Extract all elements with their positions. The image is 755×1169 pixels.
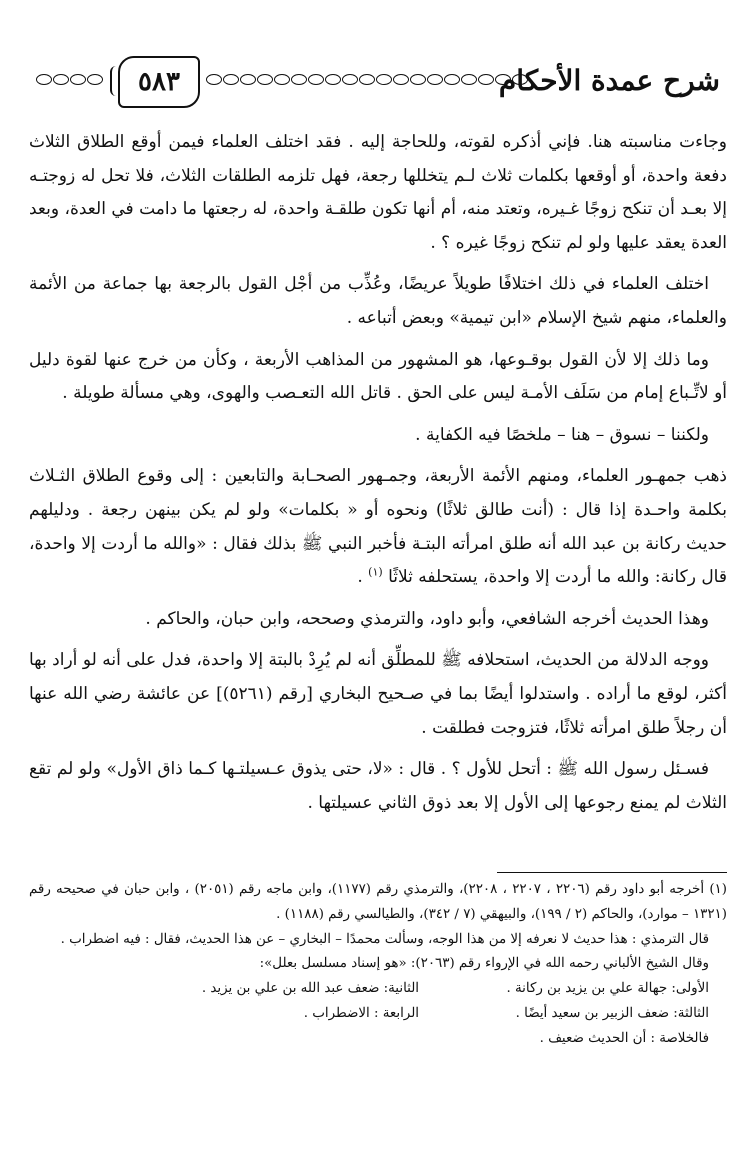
footnote-list-item: الثانية: ضعف عبد الله بن علي بن يزيد .	[201, 981, 419, 997]
page-header	[30, 52, 720, 114]
footnote-line: فالخلاصة : أن الحديث ضعيف .	[539, 1030, 709, 1046]
footnote: (١) أخرجه أبو داود رقم (٢٢٠٦ ، ٢٢٠٧ ، ٢٢٠٨)، والترمذي رقم (١١٧٧)، وابن ماجه رقم (٢٠٥١) ، وابن حبان في صحيحه رقم (١٣٢١ – موارد)، والحاكم (٢ / ١٩٩)، والبيهقي (٧ / ٣٤٢)، والطيالسي رقم (١١٨٨) .	[29, 882, 727, 922]
footnote-list-item: الرابعة : الاضطراب .	[303, 1005, 419, 1021]
page-number: ٥٨٣	[138, 67, 180, 97]
footnotes	[29, 878, 727, 1052]
paragraph-end: .	[357, 567, 369, 588]
ornament-chain-left	[36, 74, 103, 85]
main-text	[29, 126, 727, 828]
paragraph: ووجه الدلالة من الحديث، استحلافه ﷺ للمطلِّق أنه لم يُرِدْ بالبتة إلا واحدة، فدل على أنه لو أراد بها أكثر، لوقع ما أراده . واستدلوا أيضًا بما في صـحيح البخاري [رقم (٥٢٦١)] عن عائشة رضي الله عنها أن رجلاً طلق امرأته ثلاثًا، فتزوجت فطلقت .	[29, 650, 728, 738]
paragraph: اختلف العلماء في ذلك اختلافًا طويلاً عريضًا، وعُذِّب من أجْل القول بالرجعة بها جماعة من الأئمة والعلماء، منهم شيخ الإسلام «ابن تيمية» وبعض أتباعه .	[29, 274, 727, 328]
book-title: شرح عمدة الأحكام	[498, 64, 720, 97]
footnote-reference[interactable]: (١)	[368, 565, 383, 579]
footnote-list-item: الأولى: جهالة علي بن يزيد بن ركانة .	[506, 981, 709, 997]
footnote-line: وقال الشيخ الألباني رحمه الله في الإرواء رقم (٢٠٦٣): «هو إسناد مسلسل بعلل»:	[259, 956, 709, 972]
footnote-divider	[497, 872, 727, 873]
paragraph: ولكننا – نسوق – هنا – ملخصًا فيه الكفاية .	[415, 424, 709, 445]
footnote-list-item: الثالثة: ضعف الزبير بن سعيد أيضًا .	[515, 1005, 709, 1021]
paragraph: وهذا الحديث أخرجه الشافعي، وأبو داود، والترمذي وصححه، وابن حبان، والحاكم .	[145, 608, 709, 629]
footnote-list-row	[29, 1002, 727, 1027]
footnote-line: قال الترمذي : هذا حديث لا نعرفه إلا من هذا الوجه، وسألت محمدًا – البخاري – عن هذا الحديث، فقال : فيه اضطراب .	[60, 931, 709, 947]
paragraph: وجاءت مناسبته هنا. فإني أذكره لقوته، وللحاجة إليه . فقد اختلف العلماء فيمن أوقع الطلاق الثلاث دفعة واحدة، أو أوقعها بكلمات ثلاث لـم يتخللها رجعة، فهل تلزمه الطلقات الثلاث، فلا تحل له زوجتـه إلا بعـد أن تنكح زوجًا غـيره، وتعتد منه، أم أنها تكون طلقـة واحدة، له رجعتها ما دامت في العدة، وبعد العدة يعقد عليها ولو لم تنكح زوجًا غيره ؟ .	[29, 132, 727, 253]
paragraph: فسـئل رسول الله ﷺ : أتحل للأول ؟ . قال : «لا، حتى يذوق عـسيلتـها كـما ذاق الأول» ولو لم تقع الثلاث لم يمنع رجوعها إلى الأول إلا بعد ذوق الثاني عسيلتها .	[29, 759, 727, 813]
paragraph-text: ذهب جمهـور العلماء، ومنهم الأئمة الأربعة، وجمـهور الصحـابة والتابعين : إلى وقوع الطلاق الثـلاث بكلمة واحـدة إذا قال : (أنت طالق ثلاثًا) ونحوه أو « بكلمات» ولو لم يكن بينهن رجعة . ودليلهم حديث ركانة بن عبد الله أنه طلق امرأته البتـة فأخبر النبي ﷺ بذلك فقال : «والله ما أردت إلا واحدة، قال ركانة: والله ما أردت إلا واحدة، يستحلفه ثلاثًا	[29, 466, 727, 588]
paragraph: وما ذلك إلا لأن القول بوقـوعها، هو المشهور من المذاهب الأربعة ، وكأن من خرج عنها لقوة دليل أو لاتِّـباع إمام من سَلَف الأمـة ليس على الحق . قاتل الله التعـصب والهوى، وهي مسألة طويلة .	[29, 349, 727, 404]
ornament-chain-middle	[206, 74, 528, 85]
footnote-list-row	[29, 977, 727, 1002]
paragraph-with-footnote	[29, 460, 727, 594]
page-number-frame	[118, 56, 200, 108]
